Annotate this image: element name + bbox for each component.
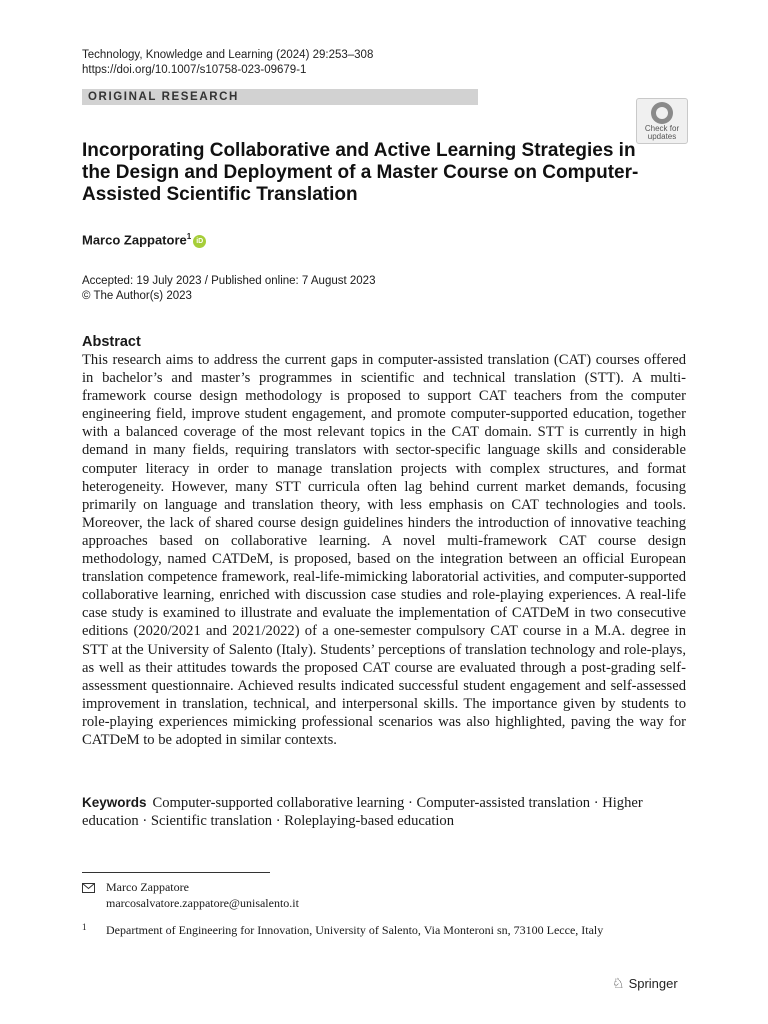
affiliation-number: 1 <box>82 922 87 932</box>
check-for-updates-badge[interactable] <box>636 98 688 144</box>
author-name[interactable]: Marco Zappatore <box>82 232 187 248</box>
springer-horse-icon: ♘ <box>612 975 625 991</box>
copyright-notice: © The Author(s) 2023 <box>82 290 192 302</box>
abstract-heading: Abstract <box>82 334 141 350</box>
check-updates-icon <box>651 102 673 124</box>
abstract-text: This research aims to address the current gaps in computer-assisted translation (CAT) courses offered in bachelor’s and master’s programmes in scientific and technical translation (STT). A multi-framework course design methodology is proposed to support CAT teachers from the computer engineering field, improve student engagement, and promote computer-supported education, together with a balanced coverage of the most relevant topics in the CAT domain. STT is currently in high demand in many fields, requiring translators with sector-specific language skills and considerable computer literacy in order to manage translation projects with complex structures, and format heterogeneity. However, many STT curricula often lag behind current market demands, focusing primarily on language and translation theory, with less emphasis on CAT technologies and tools. Moreover, the lack of shared course design guidelines hinders the introduction of innovative teaching approaches based on collaborative learning. A novel multi-framework CAT course design methodology, named CATDeM, is proposed, based on the integration between an official European translation competence framework, real-life-mimicking laboratorial activities, and computer-supported collaborative learning, enriched with discussion case studies and role-playing experiences. A real-life case study is examined to illustrate and evaluate the implementation of CATDeM in two consecutive editions (2020/2021 and 2021/2022) of a one-semester compulsory CAT course in a M.A. degree in STT at the University of Salento (Italy). Students’ perceptions of translation technology and role-plays, as well as their attitudes towards the proposed CAT course are evaluated through a post-grading self-assessment questionnaire. Achieved results indicated successful student engagement and self-assessed improvement in translation, technical, and interpersonal skills. The importance given by students to role-playing experiences mimicking professional scenarios was also highlighted, paving the way for CATDeM to be adopted in similar contexts. <box>82 352 686 748</box>
springer-logo <box>612 975 678 992</box>
doi-link[interactable]: https://doi.org/10.1007/s10758-023-09679-1 <box>82 64 307 76</box>
section-label: ORIGINAL RESEARCH <box>82 89 478 105</box>
check-badge-label: Check for updates <box>644 124 680 141</box>
affiliation-text: Department of Engineering for Innovation, University of Salento, Via Monteroni sn, 73100 Lecce, Italy <box>106 923 604 937</box>
corresponding-email[interactable]: marcosalvatore.zappatore@unisalento.it <box>106 896 299 910</box>
orcid-icon[interactable]: iD <box>193 235 206 248</box>
keywords-list: Computer-supported collaborative learning · Computer-assisted translation · Higher education · Scientific translation · Roleplaying-based education <box>82 795 643 830</box>
keywords-block <box>82 794 686 830</box>
keywords-label: Keywords <box>82 795 147 810</box>
corresponding-name: Marco Zappatore <box>106 880 189 894</box>
publication-dates <box>82 274 375 304</box>
envelope-icon <box>82 882 95 897</box>
publisher-name: Springer <box>628 976 678 991</box>
corresponding-author <box>106 879 299 911</box>
accepted-published-dates: Accepted: 19 July 2023 / Published online: 7 August 2023 <box>82 275 376 287</box>
footnote-divider <box>82 872 270 873</box>
article-title: Incorporating Collaborative and Active Learning Strategies in the Design and Deployment of a Master Course on Computer-Assisted Scientific Translation <box>82 140 639 205</box>
author-line <box>82 232 206 248</box>
author-affiliation-marker: 1 <box>186 232 192 241</box>
journal-citation: Technology, Knowledge and Learning (2024) 29:253–308 <box>82 49 374 61</box>
